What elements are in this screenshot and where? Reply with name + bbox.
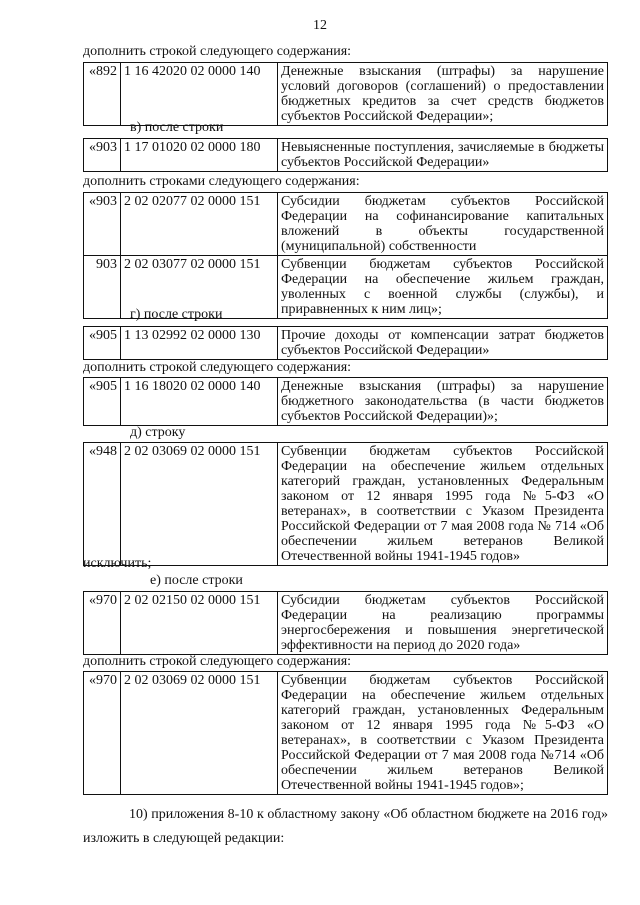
kbk-code-cell: 2 02 03069 02 0000 151: [121, 443, 278, 566]
section-intro-8: е) после строки: [150, 573, 243, 588]
admin-code-cell: «903: [84, 139, 121, 172]
budget-table-9: [83, 671, 608, 795]
kbk-code-cell: 2 02 03069 02 0000 151: [121, 672, 278, 795]
kbk-code-cell: 2 02 03077 02 0000 151: [121, 256, 278, 319]
description-cell: Прочие доходы от компенсации затрат бюджетов субъектов Российской Федерации»: [278, 327, 608, 360]
table-row: [84, 443, 608, 566]
section-intro-1: дополнить строкой следующего содержания:: [83, 44, 352, 59]
admin-code-cell: «948: [84, 443, 121, 566]
admin-code-cell: «903: [84, 193, 121, 256]
budget-table-5: [83, 377, 608, 426]
table-row: [84, 592, 608, 655]
section-intro-7: исключить;: [83, 556, 152, 571]
budget-table-3: [83, 192, 608, 319]
kbk-code-cell: 1 13 02992 02 0000 130: [121, 327, 278, 360]
description-cell: Субвенции бюджетам субъектов Российской Федерации на обеспечение жильем отдельных категорий граждан, установленных Федеральным законом от 12 января 1995 года №5-ФЗ «О ветеранах», в соответствии с Указом Президента Российской Федерации от 7 мая 2008 года №714 «Об обеспечении жильем ветеранов Великой Отечественной войны 1941-1945 годов»;: [278, 672, 608, 795]
kbk-code-cell: 2 02 02077 02 0000 151: [121, 193, 278, 256]
table-row: [84, 672, 608, 795]
description-cell: Денежные взыскания (штрафы) за нарушение бюджетного законодательства (в части бюджетов субъектов Российской Федерации)»;: [278, 378, 608, 426]
budget-table-4: [83, 326, 608, 360]
section-intro-4: г) после строки: [130, 307, 223, 322]
budget-table-8: [83, 591, 608, 655]
table-row: [84, 327, 608, 360]
table-row: [84, 193, 608, 256]
budget-table-2: [83, 138, 608, 172]
section-intro-6: д) строку: [130, 425, 186, 440]
kbk-code-cell: 1 17 01020 02 0000 180: [121, 139, 278, 172]
table-row: [84, 139, 608, 172]
description-cell: Субсидии бюджетам субъектов Российской Федерации на софинансирование капитальных вложений в объекты государственной (муниципальной) собственности: [278, 193, 608, 256]
description-cell: Субсидии бюджетам субъектов Российской Федерации на реализацию программы энергосбережения и повышения энергетической эффективности на период до 2020 года»: [278, 592, 608, 655]
admin-code-cell: «970: [84, 592, 121, 655]
section-intro-3: дополнить строками следующего содержания:: [83, 174, 360, 189]
admin-code-cell: «905: [84, 378, 121, 426]
kbk-code-cell: 1 16 42020 02 0000 140: [121, 63, 278, 126]
admin-code-cell: «905: [84, 327, 121, 360]
section-intro-9: дополнить строкой следующего содержания:: [83, 654, 352, 669]
section-intro-2: в) после строки: [130, 120, 224, 135]
kbk-code-cell: 1 16 18020 02 0000 140: [121, 378, 278, 426]
description-cell: Невыясненные поступления, зачисляемые в бюджеты субъектов Российской Федерации»: [278, 139, 608, 172]
table-row: [84, 63, 608, 126]
admin-code-cell: «892: [84, 63, 121, 126]
budget-table-1: [83, 62, 608, 126]
table-row: [84, 378, 608, 426]
description-cell: Субвенции бюджетам субъектов Российской Федерации на обеспечение жильем отдельных категорий граждан, установленных Федеральным законом от 12 января 1995 года №5-ФЗ «О ветеранах», в соответствии с Указом Президента Российской Федерации от 7 мая 2008 года № 714 «Об обеспечении жильем ветеранов Великой Отечественной войны 1941-1945 годов»: [278, 443, 608, 566]
page-number: 12: [313, 18, 327, 33]
kbk-code-cell: 2 02 02150 02 0000 151: [121, 592, 278, 655]
budget-table-6: [83, 442, 608, 566]
admin-code-cell: «970: [84, 672, 121, 795]
section-intro-5: дополнить строкой следующего содержания:: [83, 360, 352, 375]
final-paragraph: 10) приложения 8-10 к областному закону «Об областном бюджете на 2016 год» изложить в следующей редакции:: [83, 807, 608, 846]
description-cell: Денежные взыскания (штрафы) за нарушение условий договоров (соглашений) о предоставлении бюджетных кредитов за счет средств бюджетов субъектов Российской Федерации»;: [278, 63, 608, 126]
admin-code-cell: 903: [84, 256, 121, 319]
description-cell: Субвенции бюджетам субъектов Российской Федерации на обеспечение жильем граждан, уволенных с военной службы (службы), и приравненных к ним лиц»;: [278, 256, 608, 319]
